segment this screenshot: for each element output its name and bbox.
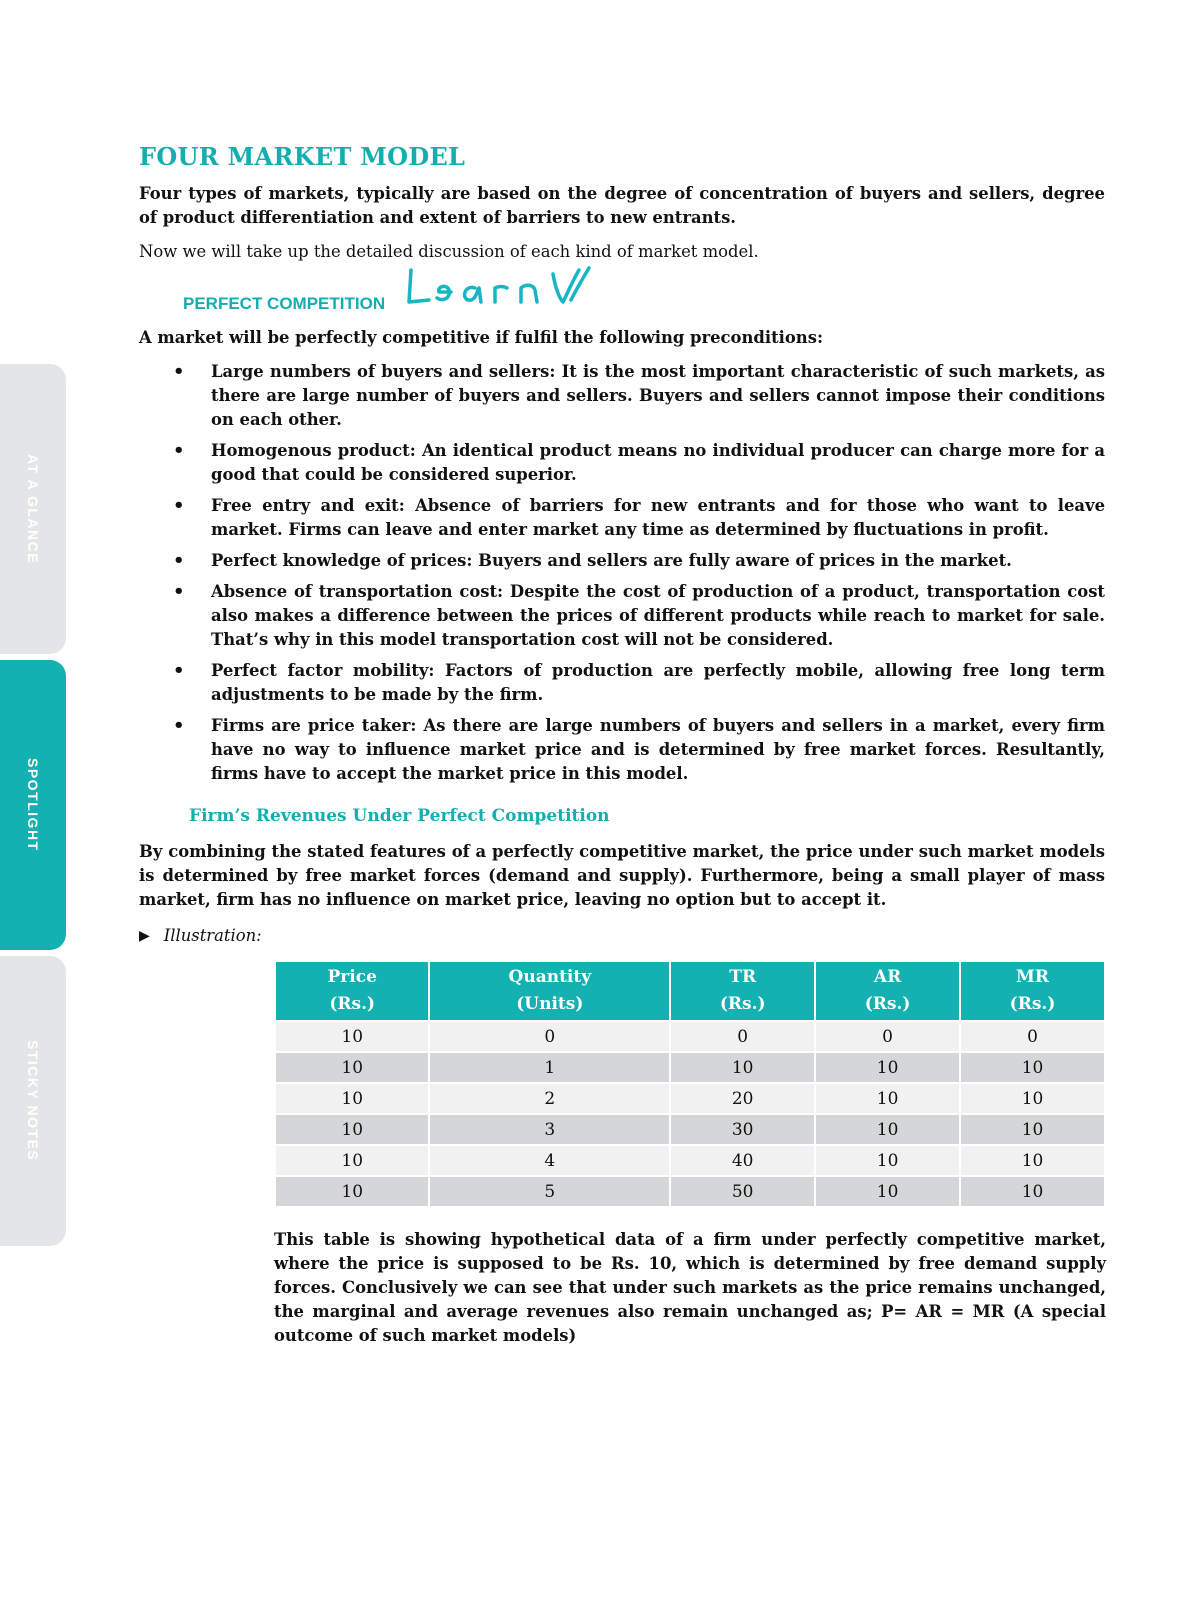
- list-item: [139, 580, 1105, 652]
- table-cell: 10: [960, 1145, 1105, 1176]
- table-row: [275, 1083, 1105, 1114]
- table-row: [275, 1145, 1105, 1176]
- table-cell: 10: [815, 1176, 960, 1207]
- list-item: [139, 494, 1105, 542]
- condition-text: Free entry and exit: Absence of barriers for new entrants and for those who want to leave market. Firms can leave and enter market any time as determined by fluctuations in profit.: [211, 496, 1105, 539]
- table-cell: 10: [275, 1052, 429, 1083]
- table-cell: 0: [815, 1021, 960, 1052]
- table-row: [275, 1021, 1105, 1052]
- table-cell: 10: [960, 1176, 1105, 1207]
- table-cell: 10: [960, 1114, 1105, 1145]
- side-tab-at-a-glance[interactable]: [0, 364, 66, 654]
- bullet-icon: •: [173, 361, 185, 382]
- list-item: [139, 360, 1105, 432]
- bullet-icon: •: [173, 550, 185, 571]
- table-cell: 10: [960, 1083, 1105, 1114]
- table-cell: 10: [815, 1083, 960, 1114]
- table-cell: 30: [670, 1114, 815, 1145]
- side-tab-sticky-notes[interactable]: [0, 956, 66, 1246]
- bullet-icon: •: [173, 715, 185, 736]
- column-header-quantity: Quantity (Units): [429, 961, 670, 1021]
- column-header-ar: AR (Rs.): [815, 961, 960, 1021]
- table-cell: 10: [275, 1114, 429, 1145]
- handwritten-note-drawing: [403, 264, 623, 316]
- bullet-icon: •: [173, 581, 185, 602]
- condition-text: Homogenous product: An identical product means no individual producer can charge more for a good that could be considered superior.: [211, 441, 1105, 484]
- table-header-row: [275, 961, 1105, 1021]
- condition-text: Perfect knowledge of prices: Buyers and sellers are fully aware of prices in the market.: [211, 551, 1012, 570]
- conditions-list: [139, 360, 1105, 786]
- list-item: [139, 714, 1105, 786]
- revenues-heading: Firm’s Revenues Under Perfect Competition: [189, 806, 610, 826]
- illustration-label-row: [139, 924, 1105, 948]
- table-cell: 10: [815, 1145, 960, 1176]
- table-cell: 2: [429, 1083, 670, 1114]
- side-tab-label: STICKY NOTES: [25, 1040, 41, 1162]
- column-header-tr: TR (Rs.): [670, 961, 815, 1021]
- intro-paragraph-2: Now we will take up the detailed discussion of each kind of market model.: [139, 242, 759, 261]
- table-cell: 0: [429, 1021, 670, 1052]
- table-cell: 4: [429, 1145, 670, 1176]
- page-content: [139, 142, 1105, 1348]
- table-cell: 10: [670, 1052, 815, 1083]
- side-tab-spotlight[interactable]: [0, 660, 66, 950]
- conditions-intro: A market will be perfectly competitive if fulfil the following preconditions:: [139, 328, 823, 347]
- list-item: [139, 439, 1105, 487]
- page-title: FOUR MARKET MODEL: [139, 142, 466, 171]
- list-item: [139, 659, 1105, 707]
- table-cell: 0: [960, 1021, 1105, 1052]
- table-note: This table is showing hypothetical data of a firm under perfectly competitive market, where the price is supposed to be Rs. 10, which is determined by free demand supply forces. Conclusively we can see that under such markets as the price remains unchanged, the marginal and average revenues also remain unchanged as; P= AR = MR (A special outcome of such market models): [274, 1230, 1106, 1345]
- table-cell: 20: [670, 1083, 815, 1114]
- list-item: [139, 549, 1105, 573]
- section-heading: PERFECT COMPETITION: [183, 294, 386, 313]
- table-cell: 0: [670, 1021, 815, 1052]
- condition-text: Absence of transportation cost: Despite the cost of production of a product, transportation cost also makes a difference between the prices of different products while reach to market for sale. That’s why in this model transportation cost will not be considered.: [211, 582, 1105, 649]
- bullet-icon: •: [173, 495, 185, 516]
- table-cell: 10: [275, 1021, 429, 1052]
- bullet-icon: •: [173, 660, 185, 681]
- table-cell: 10: [275, 1145, 429, 1176]
- condition-text: Perfect factor mobility: Factors of production are perfectly mobile, allowing free long term adjustments to be made by the firm.: [211, 661, 1105, 704]
- column-header-mr: MR (Rs.): [960, 961, 1105, 1021]
- illustration-label: Illustration:: [163, 926, 262, 945]
- table-row: [275, 1052, 1105, 1083]
- table-cell: 10: [275, 1083, 429, 1114]
- table-cell: 10: [815, 1052, 960, 1083]
- table-cell: 10: [960, 1052, 1105, 1083]
- bullet-icon: •: [173, 440, 185, 461]
- table-row: [275, 1114, 1105, 1145]
- table-row: [275, 1176, 1105, 1207]
- condition-text: Firms are price taker: As there are large numbers of buyers and sellers in a market, every firm have no way to influence market price and is determined by free market forces. Resultantly, firms have to accept the market price in this model.: [211, 716, 1105, 783]
- table-cell: 3: [429, 1114, 670, 1145]
- table-cell: 5: [429, 1176, 670, 1207]
- revenues-paragraph: By combining the stated features of a perfectly competitive market, the price under such market models is determined by free market forces (demand and supply). Furthermore, being a small player of mass market, firm has no influence on market price, leaving no option but to accept it.: [139, 842, 1105, 909]
- triangle-right-icon: ▶: [139, 928, 150, 944]
- intro-paragraph: Four types of markets, typically are based on the degree of concentration of buyers and sellers, degree of product differentiation and extent of barriers to new entrants.: [139, 184, 1105, 227]
- table-cell: 1: [429, 1052, 670, 1083]
- revenue-table: [274, 960, 1106, 1208]
- condition-text: Large numbers of buyers and sellers: It is the most important characteristic of such markets, as there are large number of buyers and sellers. Buyers and sellers cannot impose their conditions on each other.: [211, 362, 1105, 429]
- column-header-price: Price (Rs.): [275, 961, 429, 1021]
- side-tab-label: SPOTLIGHT: [25, 758, 41, 852]
- side-tab-label: AT A GLANCE: [25, 453, 41, 565]
- table-cell: 10: [815, 1114, 960, 1145]
- perfect-competition-heading-row: [183, 276, 1105, 316]
- table-cell: 10: [275, 1176, 429, 1207]
- table-cell: 40: [670, 1145, 815, 1176]
- table-cell: 50: [670, 1176, 815, 1207]
